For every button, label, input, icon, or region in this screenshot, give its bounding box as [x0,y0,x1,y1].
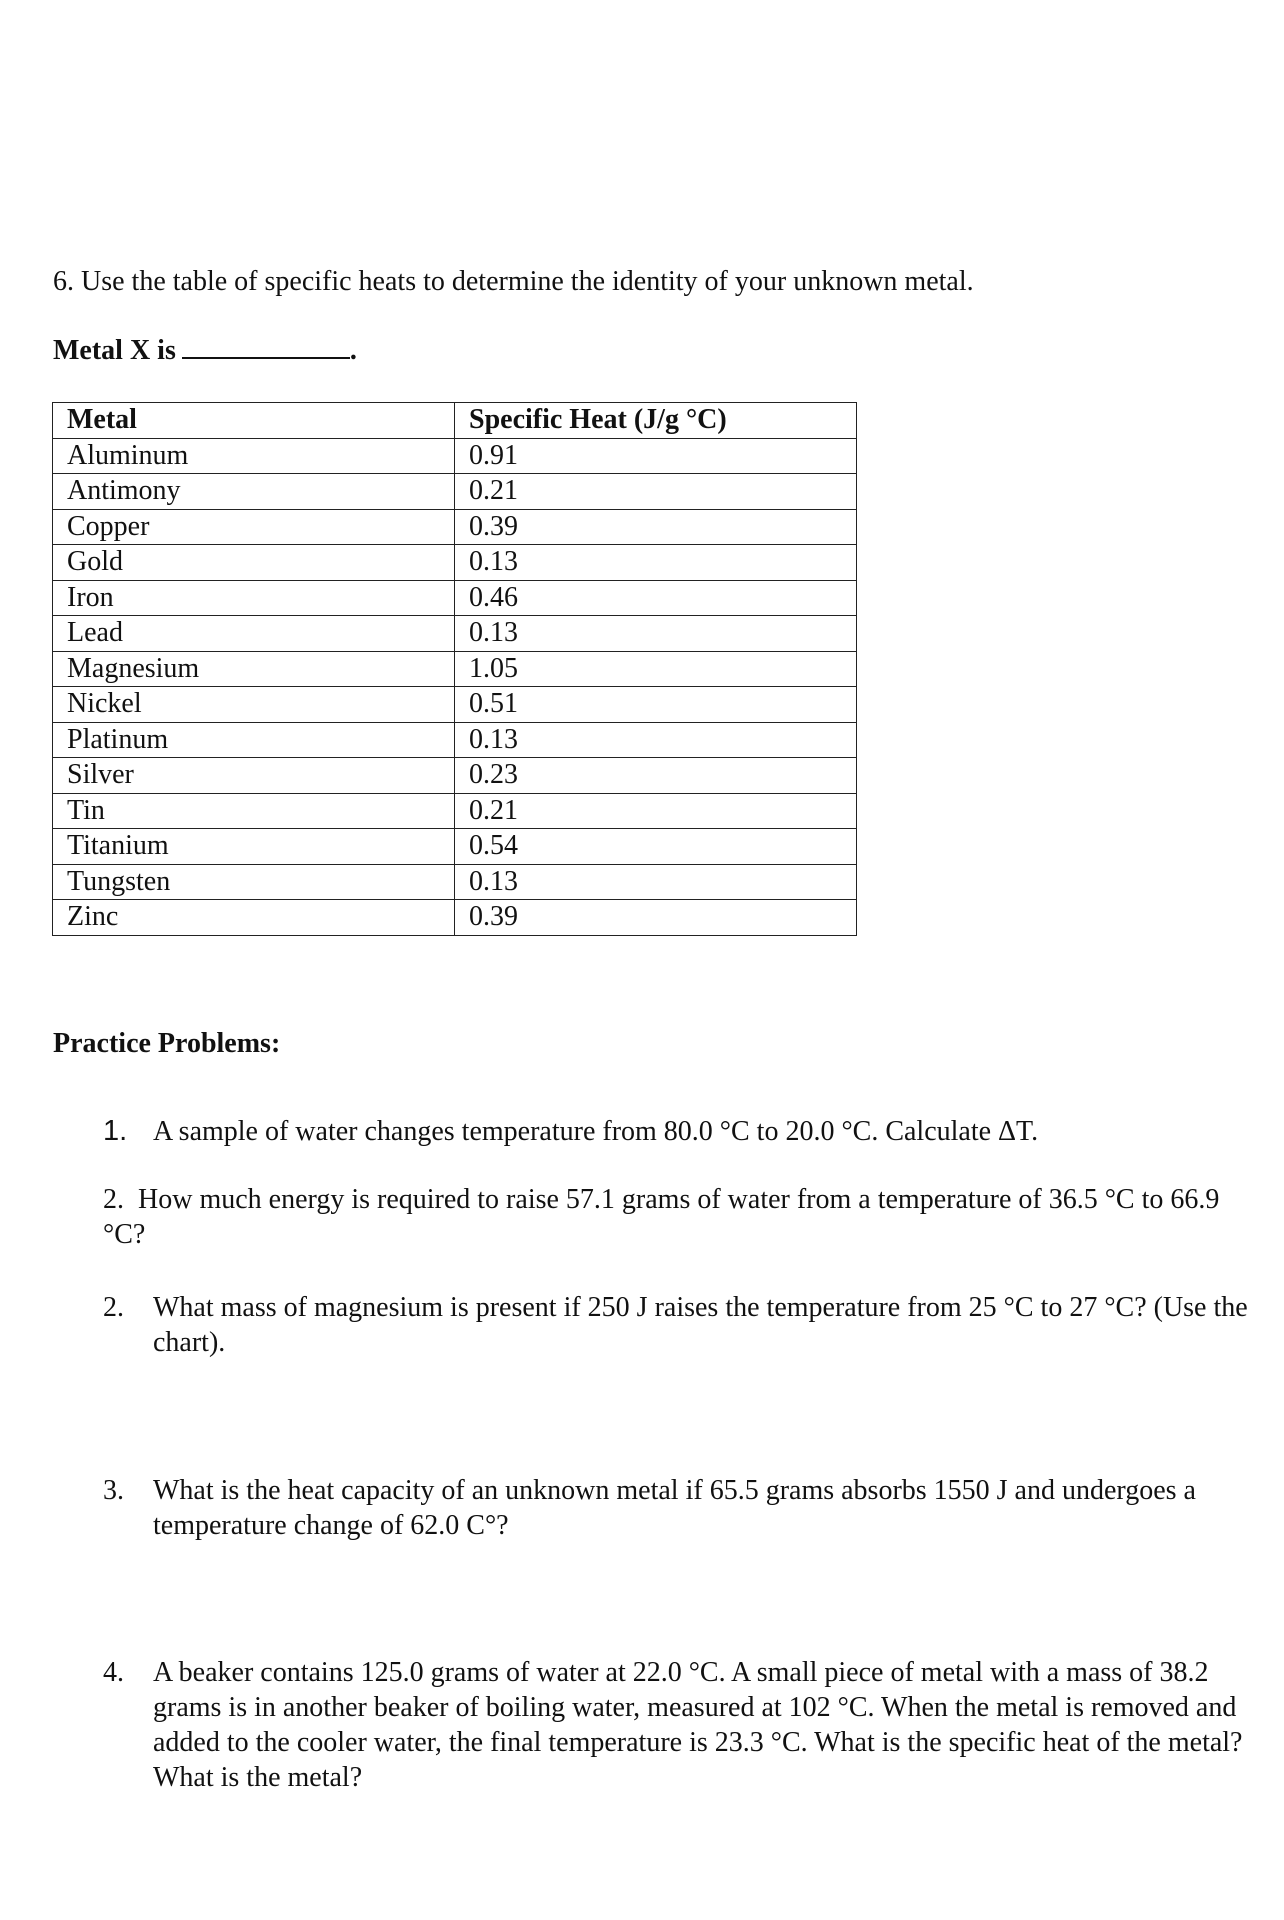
metal-cell: Aluminum [53,438,455,474]
practice-problems-heading: Practice Problems: [53,1028,281,1059]
metal-x-label: Metal X is [53,335,176,366]
heat-cell: 0.23 [455,758,857,794]
metal-cell: Nickel [53,687,455,723]
heat-cell: 0.21 [455,474,857,510]
heat-cell: 0.39 [455,509,857,545]
table-row [53,793,857,829]
table-row [53,722,857,758]
question-6-text: 6. Use the table of specific heats to determine the identity of your unknown metal. [53,266,974,297]
specific-heat-table [52,402,857,936]
metal-cell: Tungsten [53,864,455,900]
problem-text: What is the heat capacity of an unknown metal if 65.5 grams absorbs 1550 J and undergoes a temperature change of 62.0 C°? [153,1475,1196,1541]
heat-cell: 0.13 [455,616,857,652]
table-row [53,545,857,581]
metal-cell: Antimony [53,474,455,510]
metal-cell: Lead [53,616,455,652]
table-row [53,580,857,616]
header-specific-heat: Specific Heat (J/g °C) [455,403,857,439]
heat-cell: 0.21 [455,793,857,829]
table-row [53,829,857,865]
heat-cell: 0.13 [455,545,857,581]
problem-number: 2. [103,1184,124,1215]
metal-cell: Magnesium [53,651,455,687]
metal-cell: Gold [53,545,455,581]
table-row [53,864,857,900]
metal-cell: Platinum [53,722,455,758]
table-row [53,758,857,794]
metal-x-line [53,335,357,367]
problem-number: 1. [103,1115,128,1147]
heat-cell: 0.46 [455,580,857,616]
answer-blank [182,335,350,359]
problem-text: A beaker contains 125.0 grams of water at 22.0 °C. A small piece of metal with a mass of 38.2 grams is in another beaker of boiling water, measured at 102 °C. When the metal is removed and added to the cooler water, the final temperature is 23.3 °C. What is the specific heat of the metal? What is the metal? [153,1657,1243,1793]
heat-cell: 1.05 [455,651,857,687]
metal-x-trail: . [349,335,357,366]
table-row [53,900,857,936]
table-row [53,687,857,723]
table-row [53,651,857,687]
problem-number: 2. [103,1292,124,1323]
problem-number: 4. [103,1657,124,1688]
table-row [53,474,857,510]
heat-cell: 0.13 [455,864,857,900]
problem-text: How much energy is required to raise 57.1 grams of water from a temperature of 36.5 °C to 66.9 °C? [103,1184,1220,1250]
metal-cell: Iron [53,580,455,616]
metal-cell: Tin [53,793,455,829]
table-row [53,616,857,652]
header-metal: Metal [53,403,455,439]
metal-cell: Zinc [53,900,455,936]
metal-cell: Copper [53,509,455,545]
problem-2-energy [103,1182,1263,1252]
heat-cell: 0.54 [455,829,857,865]
table-header-row [53,403,857,439]
problem-text: What mass of magnesium is present if 250 J raises the temperature from 25 °C to 27 °C? (Use the chart). [153,1292,1248,1358]
heat-cell: 0.51 [455,687,857,723]
metal-cell: Silver [53,758,455,794]
heat-cell: 0.91 [455,438,857,474]
metal-cell: Titanium [53,829,455,865]
table-row [53,509,857,545]
problem-number: 3. [103,1475,124,1506]
table-row [53,438,857,474]
heat-cell: 0.13 [455,722,857,758]
problem-text: A sample of water changes temperature from 80.0 °C to 20.0 °C. Calculate ΔT. [153,1116,1039,1147]
heat-cell: 0.39 [455,900,857,936]
